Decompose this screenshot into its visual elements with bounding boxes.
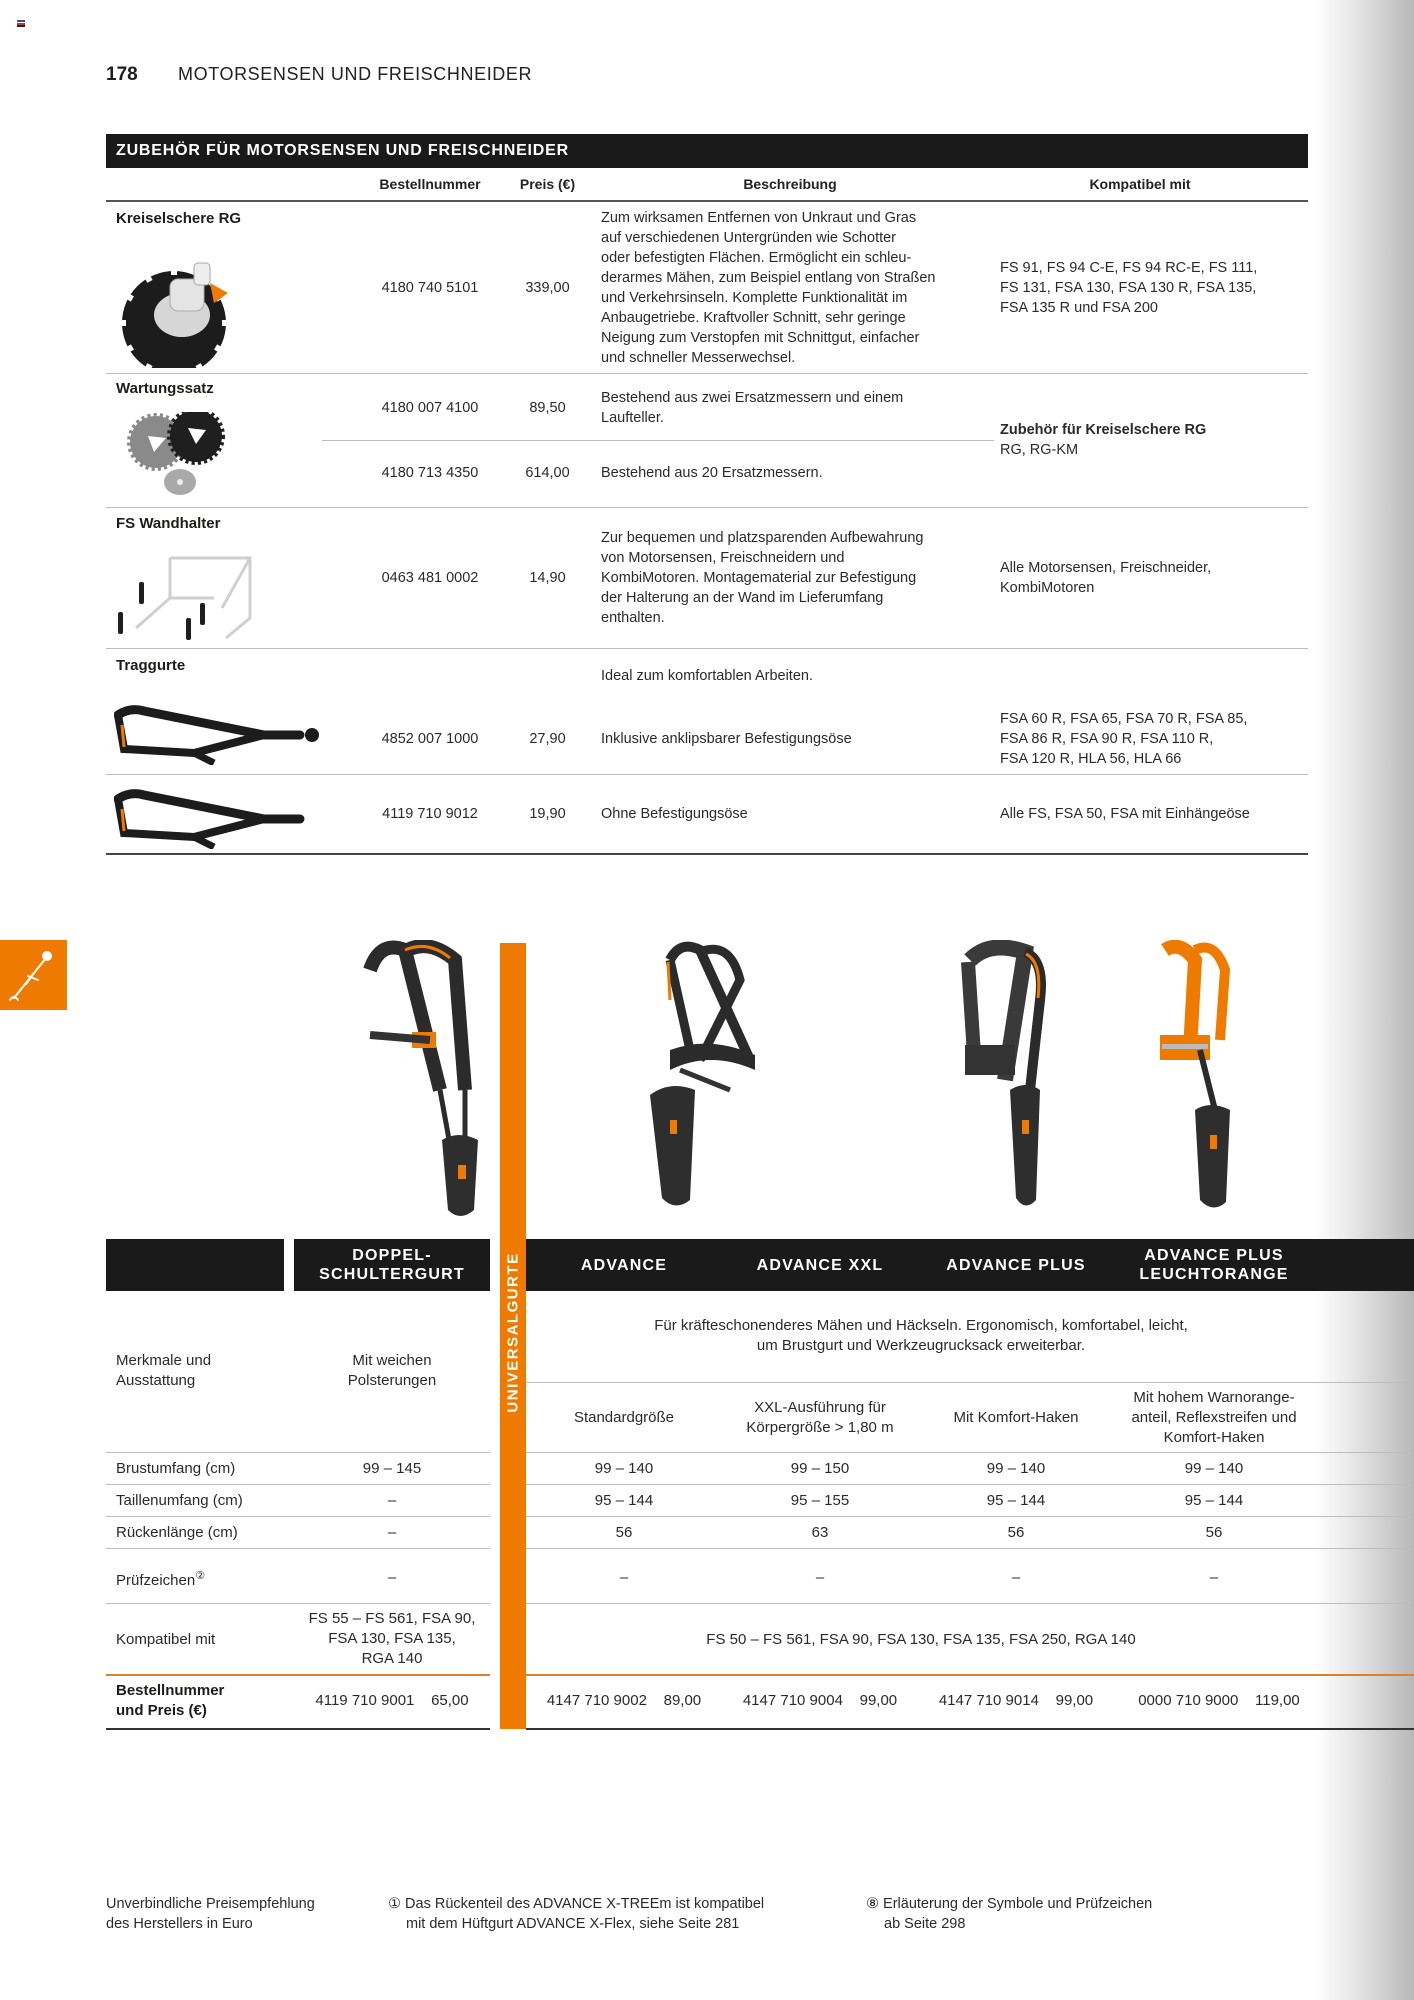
row-label-order: Bestellnummer und Preis (€) [116, 1682, 225, 1719]
column-header-advance-plus-leuchtorange: ADVANCE PLUS LEUCHTORANGE [1139, 1247, 1289, 1283]
column-header-description: Beschreibung [743, 176, 837, 192]
row-label-waist: Taillenumfang (cm) [116, 1492, 243, 1509]
column-header-advance-xxl: ADVANCE XXL [756, 1256, 884, 1274]
row-divider [526, 1516, 1414, 1517]
chest-advance-plus-leuchtorange: 99 – 140 [1184, 1460, 1244, 1477]
row-label-features: Merkmale und Ausstattung [116, 1352, 212, 1389]
order-number: 4180 007 4100 [381, 400, 479, 416]
advance-common-compatible: FS 50 – FS 561, FSA 90, FSA 130, FSA 135, FSA 250, RGA 140 [706, 1631, 1136, 1648]
product-name: FS Wandhalter [116, 515, 221, 532]
row-divider [106, 1603, 490, 1604]
description: Bestehend aus zwei Ersatzmessern und einem Laufteller. [601, 390, 904, 426]
description: Ohne Befestigungsöse [601, 806, 748, 822]
waist-advance-plus-leuchtorange: 95 – 144 [1184, 1492, 1244, 1509]
brushcutter-icon [0, 940, 67, 1010]
back-advance-xxl: 63 [811, 1524, 829, 1541]
column-header-advance: ADVANCE [580, 1256, 668, 1274]
chest-doppelschultergurt: 99 – 145 [362, 1460, 422, 1477]
double-shoulder-belt-image [350, 940, 490, 1220]
chest-advance: 99 – 140 [594, 1460, 654, 1477]
carrying-strap-icon [114, 705, 324, 765]
category-tab-brushcutter[interactable] [0, 940, 67, 1010]
row-divider [526, 1382, 1414, 1383]
price: 614,00 [525, 465, 570, 481]
chest-advance-plus: 99 – 140 [986, 1460, 1046, 1477]
table-row [106, 649, 1308, 855]
order-number: 4180 740 5101 [381, 280, 479, 296]
description: Zur bequemen und platzsparenden Aufbewahrung von Motorsensen, Freischneidern und KombiMotoren. Montagematerial zur Befestigung der Halterung an der Wand im Lieferumfang enthalten. [601, 530, 924, 626]
table-row [106, 202, 1308, 374]
price: 14,90 [529, 570, 566, 586]
footnote-ref: ② [195, 1570, 206, 1582]
order-number: 4119 710 9012 [382, 806, 478, 822]
back-advance-plus: 56 [1007, 1524, 1025, 1541]
table-bottom-border [106, 1728, 490, 1730]
footer-note-2: ⑧ Erläuterung der Symbole und Prüfzeichen ab Seite 298 [866, 1896, 1153, 1932]
test-mark-advance-plus: – [1011, 1569, 1021, 1586]
blade-set-icon [116, 412, 256, 502]
order-number: 0463 481 0002 [381, 570, 479, 586]
table-row [106, 508, 1308, 649]
product-name: Traggurte [116, 657, 186, 674]
order-advance-plus: 4147 710 9014 99,00 [938, 1692, 1094, 1709]
footer-price-note: Unverbindliche Preisempfehlung des Herstellers in Euro [106, 1896, 315, 1932]
row-divider [526, 1548, 1414, 1549]
compatible-title: Zubehör für Kreiselschere RG [1000, 422, 1207, 438]
back-advance-plus-leuchtorange: 56 [1205, 1524, 1223, 1541]
table-row [106, 374, 1308, 508]
order-number: 4180 713 4350 [381, 465, 479, 481]
product-name: Kreiselschere RG [116, 210, 242, 227]
row-divider [106, 1484, 490, 1485]
column-header-doppelschultergurt: DOPPEL- SCHULTERGURT [294, 1239, 490, 1291]
order-advance-xxl: 4147 710 9004 99,00 [742, 1692, 898, 1709]
product-name: Wartungssatz [116, 380, 214, 397]
back-advance: 56 [615, 1524, 633, 1541]
order-advance: 4147 710 9002 89,00 [546, 1692, 702, 1709]
footer-note-1: ① Das Rückenteil des ADVANCE X-TREEm ist kompatibel mit dem Hüftgurt ADVANCE X-Flex, siehe Seite 281 [388, 1896, 765, 1932]
compatible-models: FSA 60 R, FSA 65, FSA 70 R, FSA 85, FSA 86 R, FSA 90 R, FSA 110 R, FSA 120 R, HLA 56, HLA 66 [1000, 711, 1248, 767]
sub-row-divider [322, 440, 994, 441]
row-divider [526, 1484, 1414, 1485]
description-intro: Ideal zum komfortablen Arbeiten. [601, 668, 813, 684]
page-header [106, 64, 532, 86]
rotary-shear-icon [114, 238, 254, 368]
compatible-models: FS 91, FS 94 C-E, FS 94 RC-E, FS 111, FS 131, FSA 130, FSA 130 R, FSA 135, FSA 135 R und FSA 200 [1000, 260, 1258, 316]
row-divider [106, 774, 1308, 775]
row-label-chest: Brustumfang (cm) [116, 1460, 236, 1477]
accessories-table-title: ZUBEHÖR FÜR MOTORSENSEN UND FREISCHNEIDER [106, 134, 1308, 168]
waist-doppelschultergurt: – [387, 1492, 397, 1509]
chest-advance-xxl: 99 – 150 [790, 1460, 850, 1477]
waist-advance: 95 – 144 [594, 1492, 654, 1509]
advance-plus-belt-image [950, 940, 1090, 1220]
column-header-advance-plus: ADVANCE PLUS [946, 1256, 1086, 1274]
table-bottom-border [526, 1728, 1414, 1730]
table-bottom-border [106, 853, 1308, 855]
features-advance-plus-leuchtorange: Mit hohem Warnorange- anteil, Reflexstreifen und Komfort-Haken [1131, 1389, 1297, 1446]
order-number: 4852 007 1000 [381, 731, 479, 747]
description: Bestehend aus 20 Ersatzmessern. [601, 465, 823, 481]
test-mark-advance-plus-leuchtorange: – [1209, 1569, 1219, 1586]
section-title: MOTORSENSEN UND FREISCHNEIDER [178, 64, 533, 84]
row-label-compatible: Kompatibel mit [116, 1631, 216, 1648]
advance-plus-leuchtorange-belt-image [1150, 940, 1290, 1220]
row-label-header [106, 1239, 284, 1291]
order-row-divider [526, 1674, 1414, 1676]
row-divider [526, 1603, 1414, 1604]
waist-advance-xxl: 95 – 155 [790, 1492, 850, 1509]
page-edge-shadow [1314, 0, 1414, 2000]
order-doppelschultergurt: 4119 710 9001 65,00 [315, 1692, 469, 1709]
test-mark-advance: – [619, 1569, 629, 1586]
order-advance-plus-leuchtorange: 0000 710 9000 119,00 [1138, 1692, 1300, 1709]
compatible-models: Alle FS, FSA 50, FSA mit Einhängeöse [1000, 806, 1250, 822]
advance-common-features: Für kräfteschonenderes Mähen und Häckseln. Ergonomisch, komfortabel, leicht, um Brustgurt und Werkzeugrucksack erweiterbar. [654, 1317, 1188, 1354]
test-mark-doppelschultergurt: – [387, 1569, 397, 1586]
column-header-compatible: Kompatibel mit [1089, 176, 1191, 192]
compatible-doppelschultergurt: FS 55 – FS 561, FSA 90, FSA 130, FSA 135, RGA 140 [308, 1610, 476, 1667]
row-label-test-mark: Prüfzeichen② [116, 1570, 206, 1589]
price: 339,00 [525, 280, 570, 296]
waist-advance-plus: 95 – 144 [986, 1492, 1046, 1509]
flag-icon [17, 20, 25, 27]
compatible-models: Alle Motorsensen, Freischneider, KombiMotoren [1000, 560, 1212, 596]
column-header-price: Preis (€) [519, 176, 576, 192]
description: Inklusive anklipsbarer Befestigungsöse [601, 731, 852, 747]
features-advance: Standardgröße [573, 1409, 675, 1426]
test-mark-advance-xxl: – [815, 1569, 825, 1586]
row-divider [106, 1516, 490, 1517]
wall-mount-icon [114, 548, 254, 643]
page-number: 178 [106, 64, 138, 85]
features-advance-plus: Mit Komfort-Haken [953, 1409, 1079, 1426]
features-advance-xxl: XXL-Ausführung für Körpergröße > 1,80 m [746, 1399, 894, 1436]
row-divider [106, 1452, 490, 1453]
price: 19,90 [529, 806, 566, 822]
row-divider [106, 1548, 490, 1549]
order-row-divider [106, 1674, 490, 1676]
advance-belt-image [640, 940, 780, 1220]
features-doppelschultergurt: Mit weichen Polsterungen [347, 1352, 437, 1389]
row-label-back-length: Rückenlänge (cm) [116, 1524, 238, 1541]
universalgurte-label: UNIVERSALGURTE [504, 1252, 522, 1413]
description: Zum wirksamen Entfernen von Unkraut und Gras auf verschiedenen Untergründen wie Schotter oder befestigten Flächen. Ermöglicht ein schleu- derarmes Mähen, zum Beispiel entlang von Straßen und Verkehrsinseln. Komplette Funktionalität im Anbaugetriebe. Kraftvoller Schnitt, sehr geringe Neigung zum Verstopfen mit Schnittgut, einfacher und schneller Messerwechsel. [601, 210, 936, 366]
column-header-order-number: Bestellnummer [379, 176, 481, 192]
compatible-models: RG, RG-KM [1000, 442, 1079, 458]
price: 27,90 [529, 731, 566, 747]
price: 89,50 [529, 400, 566, 416]
row-divider [526, 1452, 1414, 1453]
carrying-strap-icon [114, 789, 314, 849]
back-doppelschultergurt: – [387, 1524, 397, 1541]
